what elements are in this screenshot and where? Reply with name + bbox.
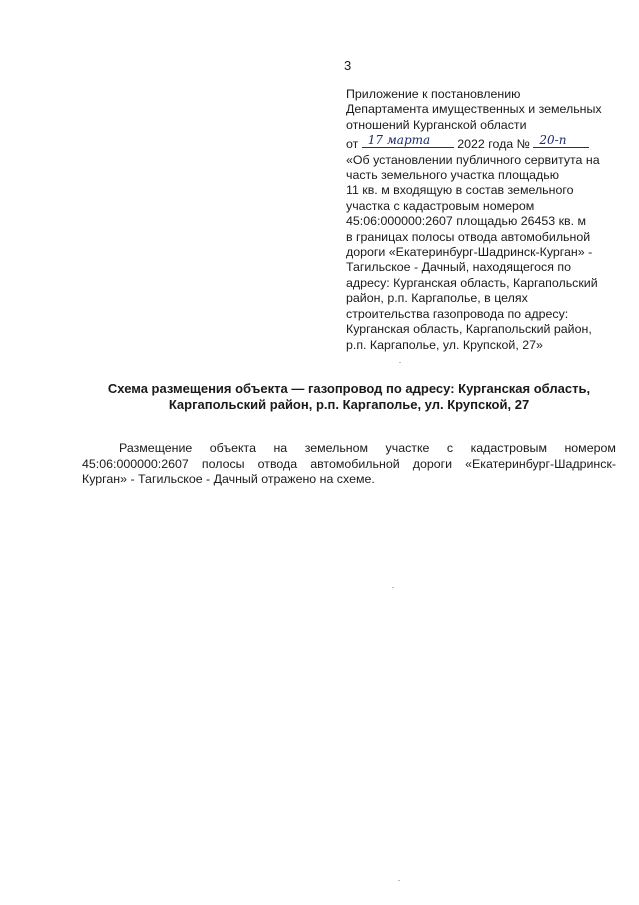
word: номером: [564, 441, 616, 455]
word: с: [446, 441, 454, 455]
word: 45:06:000000:2607: [82, 456, 189, 471]
appendix-line: адресу: Курганская область, Каргапольский: [346, 275, 598, 290]
handwritten-number: 20-п: [539, 132, 567, 147]
date-year: 2022 года №: [457, 137, 530, 152]
word: объекта: [209, 441, 256, 455]
appendix-block: [346, 87, 622, 353]
heading-line: Каргапольский район, р.п. Каргаполье, ул. Крупской, 27: [168, 397, 530, 412]
heading-line: Схема размещения объекта — газопровод по адресу: Курганская область,: [107, 381, 591, 396]
word: земельном: [304, 441, 369, 455]
word: отвода: [257, 456, 298, 471]
scan-speck: [399, 362, 401, 363]
appendix-line: часть земельного участка площадью: [346, 168, 560, 183]
word: кадастровым: [470, 441, 547, 455]
appendix-date-line: [346, 133, 622, 152]
page-number: 3: [344, 58, 352, 73]
number-field: [533, 133, 589, 148]
document-heading: [82, 381, 616, 413]
appendix-line: Курганская область, Каргапольский район,: [346, 322, 592, 337]
word: Размещение: [119, 441, 193, 455]
appendix-line: Тагильское - Дачный, находящегося по: [346, 260, 571, 275]
word: на: [273, 441, 288, 455]
word: автомобильной: [310, 456, 400, 471]
body-line-2: [82, 457, 616, 473]
scan-speck: [392, 587, 394, 588]
body-paragraph: [82, 441, 616, 488]
appendix-line: Приложение к постановлению: [346, 87, 521, 101]
appendix-line: р.п. Каргаполье, ул. Крупской, 27»: [346, 337, 543, 352]
appendix-line: участка с кадастровым номером: [346, 198, 535, 213]
body-line-3: Курган» - Тагильское - Дачный отражено на схеме.: [82, 472, 375, 486]
scan-speck: [398, 880, 400, 881]
appendix-line: район, р.п. Каргаполье, в целях: [346, 291, 528, 306]
appendix-line: «Об установлении публичного сервитута на: [346, 152, 600, 167]
date-field: [362, 133, 454, 148]
appendix-line: 45:06:000000:2607 площадью 26453 кв. м: [346, 214, 587, 229]
word: полосы: [201, 456, 245, 471]
appendix-line: отношений Курганской области: [346, 117, 527, 132]
word: «Екатеринбург-Шадринск-: [465, 456, 616, 471]
appendix-line: в границах полосы отвода автомобильной: [346, 229, 591, 244]
date-prefix: от: [346, 137, 359, 152]
body-line-1: [82, 441, 616, 457]
handwritten-date: 17 марта: [367, 132, 431, 147]
appendix-line: дороги «Екатеринбург-Шадринск-Курган» -: [346, 245, 593, 260]
word: дороги: [412, 456, 453, 471]
appendix-line: Департамента имущественных и земельных: [346, 102, 602, 117]
appendix-line: 11 кв. м входящую в состав земельного: [346, 183, 574, 198]
word: участке: [385, 441, 430, 455]
appendix-line: строительства газопровода по адресу:: [346, 306, 569, 321]
